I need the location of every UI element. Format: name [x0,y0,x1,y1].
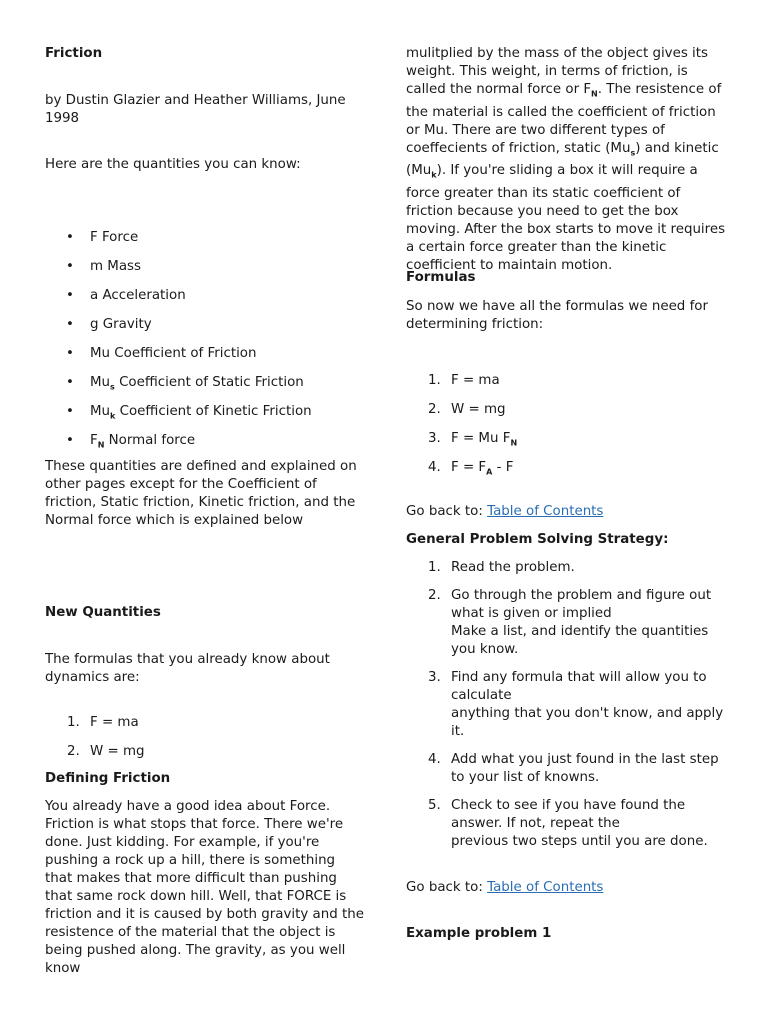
list-item: 2. W = mg [428,402,506,417]
new-quantities-heading: New Quantities [45,605,161,620]
known-formulas-list [45,714,365,772]
table-of-contents-link-2[interactable]: Table of Contents [487,880,604,895]
list-item: • g Gravity [45,316,365,345]
quantities-list [45,229,365,461]
example-heading: Example problem 1 [406,926,552,941]
list-item: • a Acceleration [45,287,365,316]
list-item: • m Mass [45,258,365,287]
list-item: 4. Add what you just found in the last step to your list of knowns. [428,752,719,785]
list-item: 1. F = ma [67,715,139,730]
list-item: 2. W = mg [67,744,145,759]
defining-friction-heading: Defining Friction [45,771,171,786]
defining-friction-paragraph: You already have a good idea about Force. Friction is what stops that force. There we're done. Just kidding. For example, if you're pushing a rock up a hill, there is something that makes that more difficult than pushing that same rock down hill. Well, that FORCE is friction and it is caused by both gravity and the resistence of the material that the object is being pushed along. The gravity, as you well know [45,799,364,976]
list-item: • Mu Coefficient of Friction [45,345,365,374]
friction-formulas-list [406,372,726,488]
formulas-heading: Formulas [406,270,476,285]
go-back-line-2: Go back to: Table of Contents [406,880,604,895]
list-item: 1. Read the problem. [428,560,575,575]
list-item: • $Mu_s$ Coefficient of Static Friction [45,374,365,403]
page-title: Friction [45,46,103,61]
dynamics-intro: The formulas that you already know about dynamics are: [45,652,330,685]
list-item: 3. F = Mu $F_N$ [428,431,518,448]
list-item: 1. F = ma [428,373,500,388]
byline: by Dustin Glazier and Heather Williams, June 1998 [45,93,346,126]
defined-paragraph: These quantities are defined and explained on other pages except for the Coefficient of friction, Static friction, Kinetic friction, and the Normal force which is explained below [45,459,357,528]
list-item: • $Mu_k$ Coefficient of Kinetic Friction [45,403,365,432]
strategy-heading: General Problem Solving Strategy: [406,532,669,547]
continued-paragraph: mulitplied by the mass of the object gives its weight. This weight, in terms of friction, is called the normal force or $F_N$. The resistence of the material is called the coefficient of friction or Mu. There are two different types of coeffecients of friction, static $(Mu_s)$ and kinetic $(Mu_k)$. If you're sliding a box it will require a force greater than its static coefficient of friction because you need to get the box moving. After the box starts to move it requires a certain force greater than the kinetic coefficient to maintain motion. [406,46,726,274]
list-item: 2. Go through the problem and figure out what is given or implied Make a list, and identify the quantities you know. [428,588,712,657]
quantities-intro: Here are the quantities you can know: [45,157,301,172]
list-item: • $F_N$ Normal force [45,432,365,461]
strategy-steps-list [406,559,726,851]
go-back-line: Go back to: Table of Contents [406,504,604,519]
list-item: 4. $F = F_A - F$ [428,460,514,477]
list-item: • F Force [45,229,365,258]
list-item: 3. Find any formula that will allow you to calculate anything that you don't know, and apply it. [428,670,724,739]
formulas-intro: So now we have all the formulas we need for determining friction: [406,299,708,332]
table-of-contents-link[interactable]: Table of Contents [487,504,604,519]
list-item: 5. Check to see if you have found the answer. If not, repeat the previous two steps until you are done. [428,798,708,849]
